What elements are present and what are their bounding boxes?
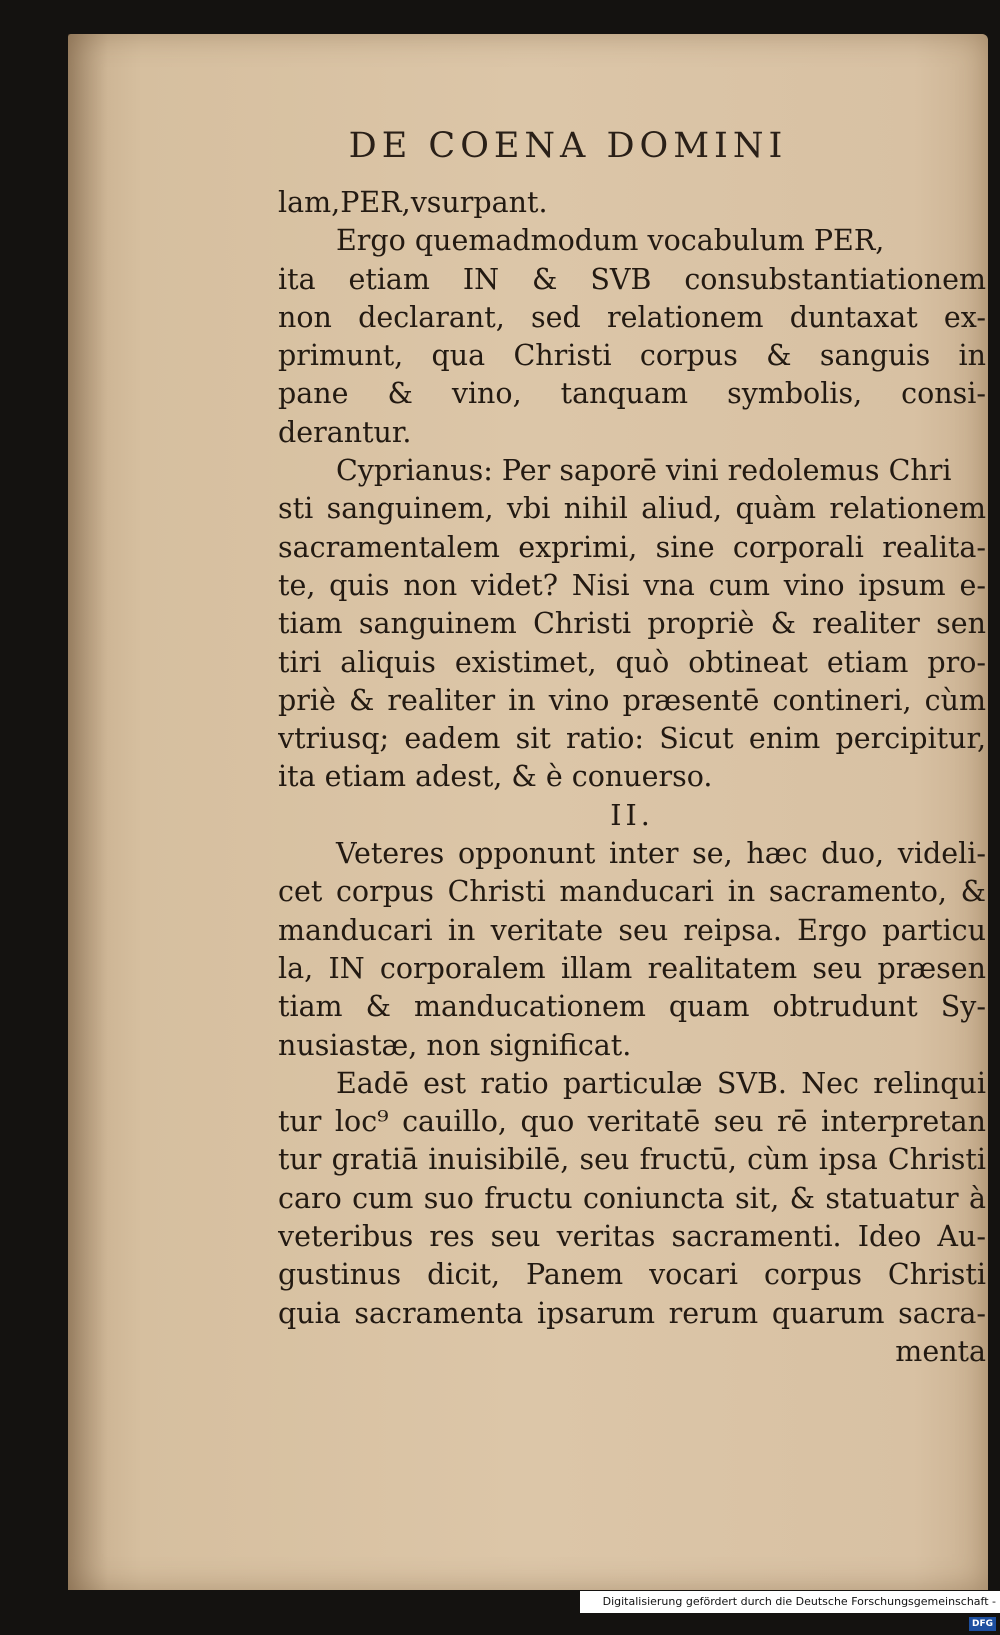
text-line: tur gratiā inuisibilē, seu fructū, cùm ipsa Christi (278, 1143, 986, 1177)
text-line: tiri aliquis existimet, quò obtineat etiam pro- (278, 645, 986, 679)
book-page (68, 34, 988, 1590)
credit-text: Digitalisierung gefördert durch die Deutsche Forschungsgemeinschaft - (602, 1595, 996, 1608)
page-gutter-shadow (68, 34, 108, 1590)
body-text (278, 184, 986, 1371)
text-line: te, quis non videt? Nisi vna cum vino ipsum e- (278, 568, 986, 602)
text-line: nusiastæ, non significat. (278, 1028, 632, 1062)
text-line: derantur. (278, 415, 412, 449)
text-line: menta (895, 1334, 986, 1368)
text-line: manducari in veritate seu reipsa. Ergo particu (278, 913, 986, 947)
text-line: Eadē est ratio particulæ SVB. Nec relinqui (336, 1066, 986, 1100)
dfg-logo: DFG (969, 1617, 996, 1631)
text-line: tiam & manducationem quam obtrudunt Sy- (278, 990, 986, 1024)
text-line: Cyprianus: Per saporē vini redolemus Chri (336, 454, 952, 488)
text-line: vtriusq; eadem sit ratio: Sicut enim percipitur, (278, 722, 986, 756)
text-line: tur loc⁹ cauillo, quo veritatē seu rē interpretan (278, 1105, 986, 1139)
text-line: quia sacramenta ipsarum rerum quarum sacra- (278, 1296, 986, 1330)
digitization-credit (580, 1591, 1000, 1629)
text-line: cet corpus Christi manducari in sacramento, & (278, 875, 986, 909)
running-header: DE COENA DOMINI (348, 126, 788, 166)
text-line: gustinus dicit, Panem vocari corpus Christi (278, 1258, 986, 1292)
text-line: priè & realiter in vino præsentē contineri, cùm (278, 683, 986, 717)
text-line: ita etiam IN & SVB consubstantiationem (278, 262, 986, 296)
text-line: ita etiam adest, & è conuerso. (278, 760, 713, 794)
text-line: Ergo quemadmodum vocabulum PER, (336, 224, 885, 258)
text-line: non declarant, sed relationem duntaxat ex- (278, 300, 986, 334)
text-line: tiam sanguinem Christi propriè & realiter sen (278, 607, 986, 641)
text-line: sti sanguinem, vbi nihil aliud, quàm relationem (278, 492, 986, 526)
text-line: Veteres opponunt inter se, hæc duo, videli- (336, 837, 986, 871)
text-line: sacramentalem exprimi, sine corporali realita- (278, 530, 986, 564)
text-line: la, IN corporalem illam realitatem seu præsen (278, 951, 986, 985)
text-line: lam,PER,vsurpant. (278, 186, 548, 219)
text-line: II. (610, 798, 654, 832)
text-line: caro cum suo fructu coniuncta sit, & statuatur à (278, 1181, 986, 1215)
text-line: veteribus res seu veritas sacramenti. Ideo Au- (278, 1220, 986, 1254)
text-line: primunt, qua Christi corpus & sanguis in (278, 339, 986, 373)
text-line: pane & vino, tanquam symbolis, consi- (278, 377, 986, 411)
